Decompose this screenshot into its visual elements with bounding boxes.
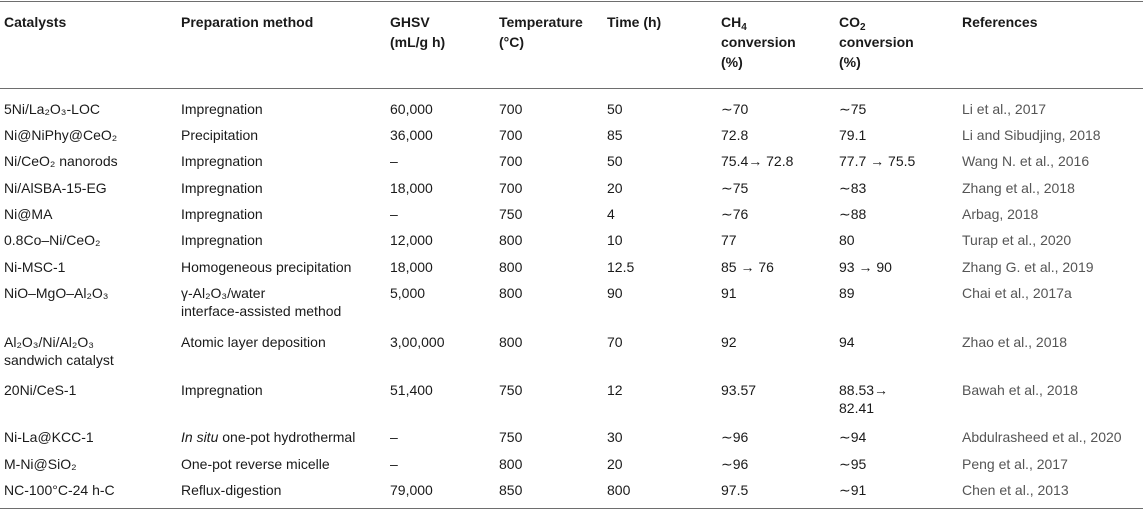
cell-ch4: ∼76 — [721, 206, 749, 222]
cell-temp: 700 — [499, 127, 523, 143]
cell-ghsv: 36,000 — [390, 127, 433, 143]
cell-ghsv: 12,000 — [390, 232, 433, 248]
cell-reference: Li and Sibudjing, 2018 — [962, 127, 1101, 143]
cell-temp: 800 — [499, 285, 523, 301]
cell-method-l1: γ-Al₂O₃/water — [181, 285, 266, 301]
cell-co2: 93 → 90 — [839, 259, 892, 275]
cell-method: Impregnation — [181, 101, 263, 117]
cell-ch4: 77 — [721, 232, 737, 248]
cell-reference: Peng et al., 2017 — [962, 456, 1068, 472]
cell-temp: 800 — [499, 456, 523, 472]
ch4-symbol: CH — [721, 14, 742, 30]
cell-time: 12 — [607, 382, 623, 398]
cell-method: Atomic layer deposition — [181, 334, 326, 350]
cell-method: Impregnation — [181, 382, 263, 398]
cell-temp: 800 — [499, 259, 523, 275]
co2-subscript: 2 — [860, 22, 866, 33]
cell-catalyst — [4, 333, 114, 369]
cell-catalyst: Ni@NiPhy@CeO₂ — [4, 127, 118, 143]
cell-method-l2: interface-assisted method — [181, 303, 342, 319]
cell-reference: Zhang G. et al., 2019 — [962, 259, 1094, 275]
cell-catalyst-l1: Al₂O₃/Ni/Al₂O₃ — [4, 334, 94, 350]
cell-co2: 94 — [839, 334, 855, 350]
cell-catalyst: Ni/CeO₂ nanorods — [4, 153, 118, 169]
cell-method: Homogeneous precipitation — [181, 259, 352, 275]
cell-temp: 700 — [499, 180, 523, 196]
cell-time: 90 — [607, 285, 623, 301]
cell-catalyst-l2: sandwich catalyst — [4, 352, 114, 368]
ch4-subscript: 4 — [741, 22, 747, 33]
cell-time: 4 — [607, 206, 615, 222]
cell-method: Impregnation — [181, 153, 263, 169]
co2-symbol: CO — [839, 14, 860, 30]
cell-temp: 850 — [499, 482, 523, 498]
cell-ch4: ∼96 — [721, 456, 749, 472]
cell-catalyst: Ni-La@KCC-1 — [4, 429, 94, 445]
cell-co2: 77.7 → 75.5 — [839, 153, 916, 169]
cell-ch4: 91 — [721, 285, 737, 301]
header-temperature — [499, 12, 583, 52]
cell-ch4: ∼96 — [721, 429, 749, 445]
cell-reference: Chen et al., 2013 — [962, 482, 1069, 498]
cell-temp: 700 — [499, 153, 523, 169]
cell-reference: Li et al., 2017 — [962, 101, 1047, 117]
cell-time: 30 — [607, 429, 623, 445]
cell-catalyst: Ni-MSC-1 — [4, 259, 66, 275]
cell-ch4: 92 — [721, 334, 737, 350]
header-co2-l2: conversion — [839, 34, 914, 50]
cell-temp: 750 — [499, 382, 523, 398]
cell-co2: ∼95 — [839, 456, 867, 472]
header-co2-l1 — [839, 12, 914, 32]
cell-time: 12.5 — [607, 259, 635, 275]
cell-reference: Zhao et al., 2018 — [962, 334, 1068, 350]
cell-ghsv: 79,000 — [390, 482, 433, 498]
cell-method: One-pot reverse micelle — [181, 456, 330, 472]
header-references: References — [962, 14, 1038, 30]
cell-ghsv: – — [390, 429, 398, 445]
cell-ghsv: – — [390, 153, 398, 169]
cell-ch4: 93.57 — [721, 382, 757, 398]
cell-ghsv: 18,000 — [390, 180, 433, 196]
cell-reference: Arbag, 2018 — [962, 206, 1039, 222]
cell-method: Impregnation — [181, 206, 263, 222]
cell-co2-l2: 82.41 — [839, 400, 875, 416]
cell-method — [181, 284, 341, 320]
cell-ch4: ∼70 — [721, 101, 749, 117]
cell-co2: 79.1 — [839, 127, 867, 143]
cell-co2: ∼75 — [839, 101, 867, 117]
cell-ch4: 85 → 76 — [721, 259, 774, 275]
cell-co2 — [839, 381, 888, 417]
cell-temp: 800 — [499, 232, 523, 248]
header-ghsv — [390, 12, 445, 52]
cell-method: Impregnation — [181, 180, 263, 196]
cell-time: 20 — [607, 180, 623, 196]
cell-method-italic: In situ — [181, 429, 219, 445]
header-time: Time (h) — [607, 14, 662, 30]
cell-ch4: ∼75 — [721, 180, 749, 196]
cell-ch4: 97.5 — [721, 482, 749, 498]
header-ch4-conversion — [721, 12, 796, 72]
cell-co2: ∼83 — [839, 180, 867, 196]
cell-ghsv: 51,400 — [390, 382, 433, 398]
header-temp-l2: (°C) — [499, 34, 525, 50]
cell-co2: ∼94 — [839, 429, 867, 445]
cell-time: 800 — [607, 482, 631, 498]
cell-catalyst: Ni@MA — [4, 206, 53, 222]
cell-ghsv: 60,000 — [390, 101, 433, 117]
header-ch4-l1 — [721, 12, 796, 32]
header-co2-conversion — [839, 12, 914, 72]
cell-reference: Bawah et al., 2018 — [962, 382, 1078, 398]
cell-reference: Chai et al., 2017a — [962, 285, 1072, 301]
cell-time: 50 — [607, 153, 623, 169]
header-catalysts: Catalysts — [4, 14, 67, 30]
cell-catalyst: 0.8Co–Ni/CeO₂ — [4, 232, 101, 248]
header-temp-l1: Temperature — [499, 14, 583, 30]
cell-catalyst: 5Ni/La₂O₃-LOC — [4, 101, 100, 117]
bottom-rule — [0, 508, 1143, 509]
cell-ghsv: 18,000 — [390, 259, 433, 275]
cell-ghsv: 5,000 — [390, 285, 426, 301]
cell-time: 10 — [607, 232, 623, 248]
cell-method: Impregnation — [181, 232, 263, 248]
cell-temp: 750 — [499, 429, 523, 445]
cell-temp: 800 — [499, 334, 523, 350]
cell-catalyst: Ni/AlSBA-15-EG — [4, 180, 107, 196]
header-rule — [0, 88, 1143, 89]
cell-temp: 750 — [499, 206, 523, 222]
cell-co2: ∼91 — [839, 482, 867, 498]
cell-co2: 80 — [839, 232, 855, 248]
cell-reference: Zhang et al., 2018 — [962, 180, 1075, 196]
header-co2-l3: (%) — [839, 54, 861, 70]
cell-method: Precipitation — [181, 127, 259, 143]
cell-method: Reflux-digestion — [181, 482, 282, 498]
header-ch4-l3: (%) — [721, 54, 743, 70]
header-ghsv-l1: GHSV — [390, 14, 430, 30]
cell-time: 70 — [607, 334, 623, 350]
header-ghsv-l2: (mL/g h) — [390, 34, 446, 50]
cell-ghsv: – — [390, 206, 398, 222]
cell-co2: ∼88 — [839, 206, 867, 222]
cell-ch4: 75.4→ 72.8 — [721, 153, 794, 169]
cell-co2: 89 — [839, 285, 855, 301]
cell-ghsv: – — [390, 456, 398, 472]
cell-ghsv: 3,00,000 — [390, 334, 445, 350]
cell-time: 50 — [607, 101, 623, 117]
header-ch4-l2: conversion — [721, 34, 796, 50]
cell-ch4: 72.8 — [721, 127, 749, 143]
cell-catalyst: NiO–MgO–Al₂O₃ — [4, 285, 109, 301]
cell-reference: Wang N. et al., 2016 — [962, 153, 1090, 169]
cell-method — [181, 428, 355, 446]
cell-temp: 700 — [499, 101, 523, 117]
cell-reference: Turap et al., 2020 — [962, 232, 1072, 248]
cell-catalyst: 20Ni/CeS-1 — [4, 382, 77, 398]
cell-time: 85 — [607, 127, 623, 143]
cell-co2-l1: 88.53→ — [839, 382, 889, 398]
cell-reference: Abdulrasheed et al., 2020 — [962, 429, 1122, 445]
cell-method-rest: one-pot hydrothermal — [218, 429, 356, 445]
top-rule — [0, 1, 1143, 2]
cell-time: 20 — [607, 456, 623, 472]
cell-catalyst: NC-100°C-24 h-C — [4, 482, 115, 498]
header-preparation: Preparation method — [181, 14, 314, 30]
cell-catalyst: M-Ni@SiO₂ — [4, 456, 77, 472]
